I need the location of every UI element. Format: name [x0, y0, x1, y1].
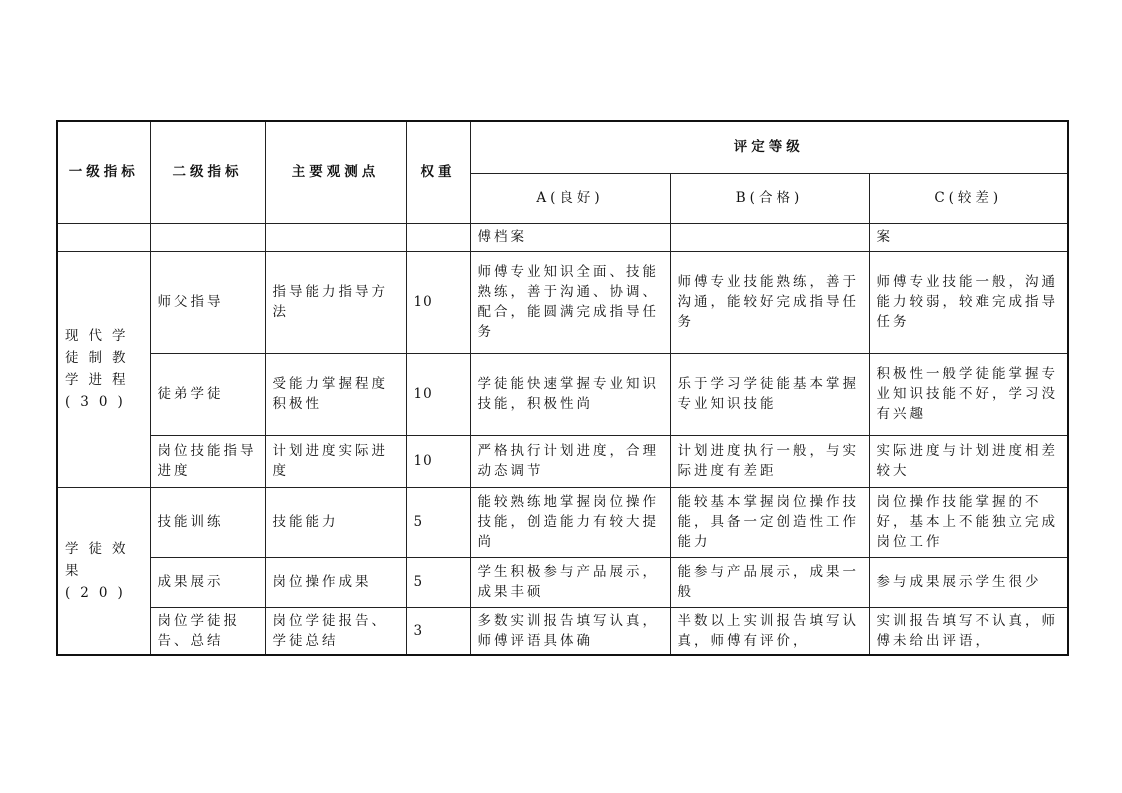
grade-a-cell: 学生积极参与产品展示，成果丰硕 [470, 557, 670, 607]
grade-c-cell: 实际进度与计划进度相差较大 [869, 435, 1068, 487]
grade-b-cell: 能较基本掌握岗位操作技能，具备一定创造性工作能力 [670, 487, 869, 557]
overflow-cell-a: 傅档案 [470, 223, 670, 251]
overflow-cell-empty [150, 223, 265, 251]
header-grade-b: B(合格) [670, 173, 869, 223]
observation-cell: 岗位操作成果 [265, 557, 406, 607]
indicator-cell: 岗位技能指导进度 [150, 435, 265, 487]
grade-a-cell: 多数实训报告填写认真，师傅评语具体确 [470, 607, 670, 655]
table-row [57, 557, 1068, 607]
grade-c-cell: 师傅专业技能一般，沟通能力较弱，较难完成指导任务 [869, 251, 1068, 353]
header-grade-a: A(良好) [470, 173, 670, 223]
table-row [57, 251, 1068, 353]
grade-c-cell: 参与成果展示学生很少 [869, 557, 1068, 607]
category-cell: 现代学徒制教学进程(30) [57, 251, 150, 487]
overflow-cell-c: 案 [869, 223, 1068, 251]
weight-cell: 3 [406, 607, 470, 655]
grade-a-cell: 学徒能快速掌握专业知识技能，积极性尚 [470, 353, 670, 435]
weight-cell: 10 [406, 251, 470, 353]
indicator-cell: 师父指导 [150, 251, 265, 353]
grade-c-cell: 岗位操作技能掌握的不好，基本上不能独立完成岗位工作 [869, 487, 1068, 557]
header-weight: 权重 [406, 121, 470, 223]
overflow-cell-empty [670, 223, 869, 251]
header-rating: 评定等级 [470, 121, 1068, 173]
header-grade-c: C(较差) [869, 173, 1068, 223]
header-observation: 主要观测点 [265, 121, 406, 223]
header-level1: 一级指标 [57, 121, 150, 223]
overflow-cell-empty [265, 223, 406, 251]
grade-c-cell: 积极性一般学徒能掌握专业知识技能不好，学习没有兴趣 [869, 353, 1068, 435]
overflow-cell-empty [57, 223, 150, 251]
indicator-cell: 徒弟学徒 [150, 353, 265, 435]
grade-c-cell: 实训报告填写不认真，师傅未给出评语， [869, 607, 1068, 655]
table-row [57, 435, 1068, 487]
indicator-cell: 成果展示 [150, 557, 265, 607]
category-cell: 学徒效果(20) [57, 487, 150, 655]
weight-cell: 10 [406, 353, 470, 435]
grade-b-cell: 半数以上实训报告填写认真，师傅有评价， [670, 607, 869, 655]
grade-b-cell: 师傅专业技能熟练，善于沟通，能较好完成指导任务 [670, 251, 869, 353]
observation-cell: 岗位学徒报告、学徒总结 [265, 607, 406, 655]
indicator-cell: 技能训练 [150, 487, 265, 557]
grade-a-cell: 能较熟练地掌握岗位操作技能，创造能力有较大提尚 [470, 487, 670, 557]
table-row [57, 353, 1068, 435]
indicator-cell: 岗位学徒报告、总结 [150, 607, 265, 655]
observation-cell: 受能力掌握程度积极性 [265, 353, 406, 435]
weight-cell: 5 [406, 487, 470, 557]
table-row [57, 487, 1068, 557]
grade-b-cell: 乐于学习学徒能基本掌握专业知识技能 [670, 353, 869, 435]
observation-cell: 技能能力 [265, 487, 406, 557]
weight-cell: 5 [406, 557, 470, 607]
grade-b-cell: 计划进度执行一般，与实际进度有差距 [670, 435, 869, 487]
evaluation-table [56, 120, 1069, 656]
overflow-cell-empty [406, 223, 470, 251]
weight-cell: 10 [406, 435, 470, 487]
grade-b-cell: 能参与产品展示，成果一般 [670, 557, 869, 607]
header-level2: 二级指标 [150, 121, 265, 223]
grade-a-cell: 师傅专业知识全面、技能熟练，善于沟通、协调、配合，能圆满完成指导任务 [470, 251, 670, 353]
observation-cell: 指导能力指导方法 [265, 251, 406, 353]
table-row [57, 607, 1068, 655]
observation-cell: 计划进度实际进度 [265, 435, 406, 487]
grade-a-cell: 严格执行计划进度，合理动态调节 [470, 435, 670, 487]
